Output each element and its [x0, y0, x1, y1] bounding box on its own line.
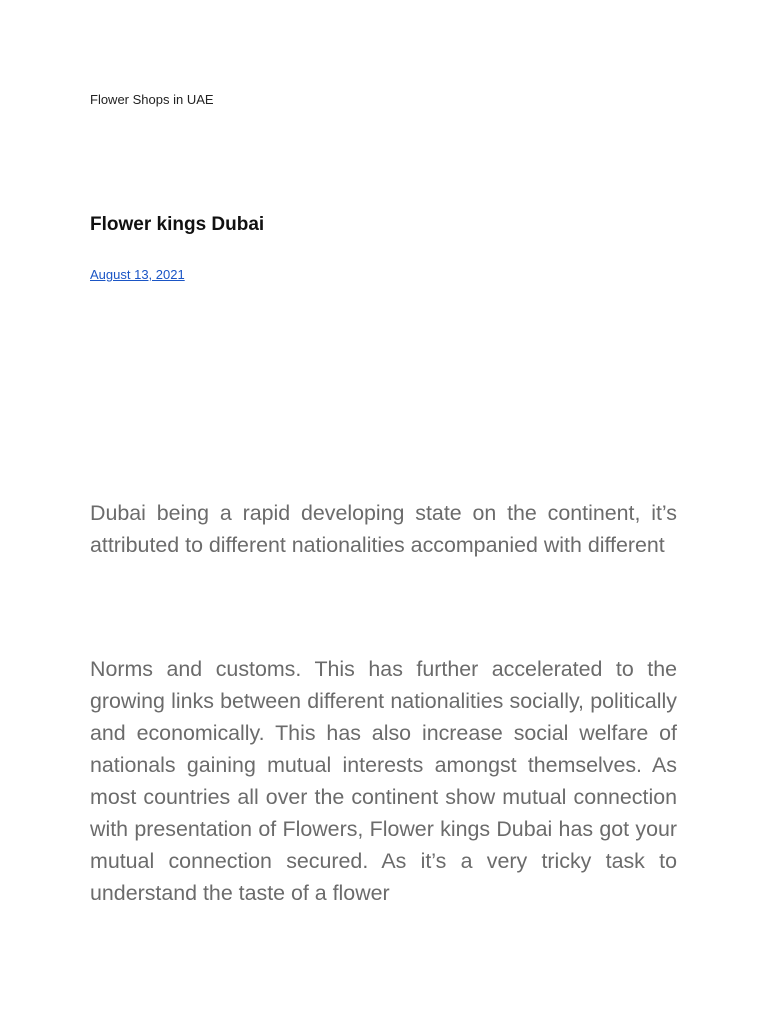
- site-name-link[interactable]: Flower Shops in UAE: [90, 92, 214, 107]
- post-date-link[interactable]: August 13, 2021: [90, 267, 185, 282]
- post-paragraph: Dubai being a rapid developing state on the continent, it’s attributed to different nationalities accompanied with different: [90, 501, 677, 557]
- post-paragraph: Norms and customs. This has further accelerated to the growing links between different nationalities socially, politically and economically. This has also increase social welfare of nationals gaining mutual interests amongst themselves. As most countries all over the continent show mutual connection with presentation of Flowers, Flower kings Dubai has got your mutual connection secured. As it’s a very tricky task to understand the taste of a flower: [90, 657, 677, 905]
- post-title: Flower kings Dubai: [90, 214, 265, 235]
